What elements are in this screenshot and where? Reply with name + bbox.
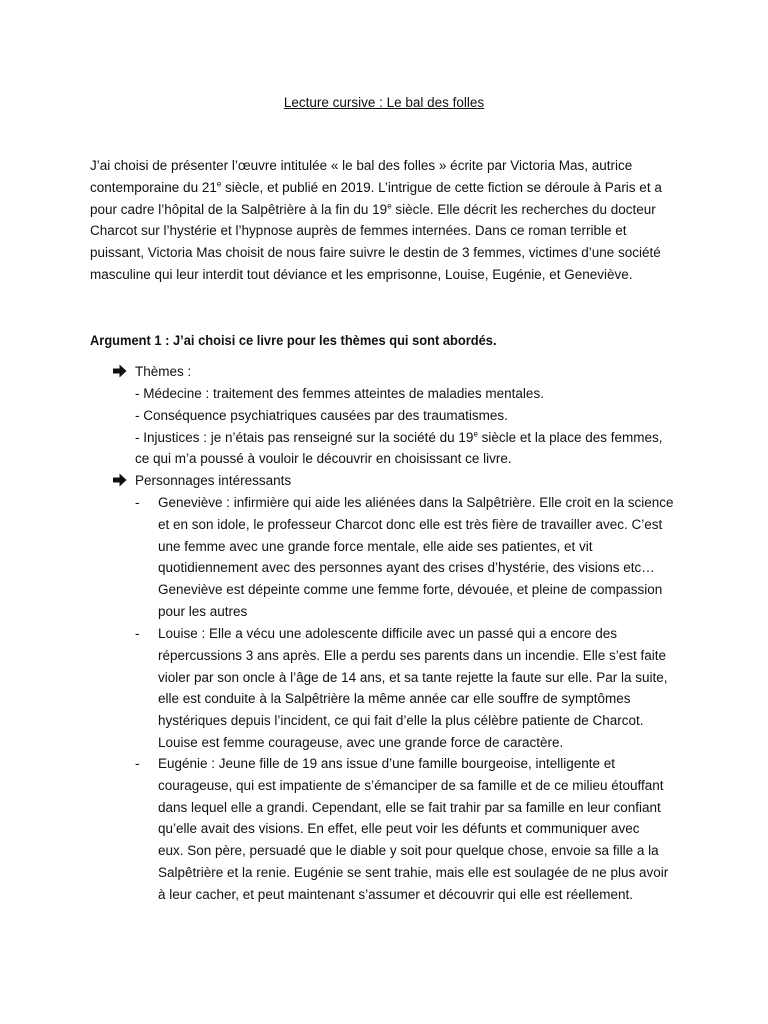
theme-item-injustices-cont: ce qui m’a poussé à vouloir le découvrir en choisissant ce livre. — [135, 451, 512, 467]
description-line: elle est conduite à la Salpêtrière la même année car elle souffre de symptômes — [158, 691, 631, 707]
description-line: courageuse, qui est impatiente de s’émanciper de sa famille et de ce milieu étouffant — [158, 777, 664, 793]
page-title: Lecture cursive : Le bal des folles — [283, 95, 485, 110]
description-line: Louise : Elle a vécu une adolescente difficile avec un passé qui a encore des — [158, 626, 618, 641]
dash-bullet: - — [135, 756, 140, 771]
description-line: répercussions 3 ans après. Elle a perdu ses parents dans un incendie. Elle s’est faite — [158, 647, 667, 663]
description-line: pour les autres — [158, 603, 248, 619]
intro-line — [90, 199, 690, 221]
personnages-label: Personnages intéressants — [135, 473, 292, 488]
superscript: e — [473, 429, 478, 439]
description-line: une femme avec une grande force mentale, elle aide ses patientes, et vit — [158, 538, 593, 554]
dash-bullet: - — [135, 626, 140, 641]
theme-item-consequence: - Conséquence psychiatriques causées par des traumatismes. — [135, 407, 508, 423]
description-line: hystériques depuis l’incident, ce qui fait d’elle la plus célèbre patiente de Charcot. — [158, 713, 644, 729]
theme-item-medecine: - Médecine : traitement des femmes atteintes de maladies mentales. — [135, 386, 544, 401]
intro-text: pour cadre l’hôpital de la Salpêtrière à la fin du 19 — [90, 201, 388, 217]
intro-line — [90, 177, 690, 199]
superscript: e — [216, 179, 222, 189]
themes-list — [135, 383, 662, 470]
description-line: quotidiennement avec des personnes ayant des crises d’hystérie, des visions etc… — [158, 560, 655, 576]
description-line: Geneviève : infirmière qui aide les aliénées dans la Salpêtrière. Elle croit en la science — [158, 495, 674, 510]
intro-text: contemporaine du 21 — [90, 179, 217, 195]
description-line: à leur cacher, et peut maintenant s’assumer et découvrir qui elle est réellement. — [158, 886, 633, 902]
intro-paragraph — [90, 155, 690, 286]
intro-text: siècle, et publié en 2019. L’intrigue de cette fiction se déroule à Paris et a — [221, 179, 662, 195]
character-description — [158, 623, 668, 754]
theme-item-injustices — [135, 427, 662, 449]
description-line: Geneviève est dépeinte comme une femme forte, dévouée, et pleine de compassion — [158, 582, 663, 598]
description-line: et en son idole, le professeur Charcot donc elle est très fière de travailler avec. C’est — [158, 516, 663, 532]
character-description — [158, 492, 674, 623]
argument-heading: Argument 1 : J’ai choisi ce livre pour les thèmes qui sont abordés. — [90, 332, 497, 348]
character-description — [158, 753, 668, 906]
description-line: eux. Son père, persuadé que le diable y soit pour quelque chose, envoie sa fille a la — [158, 843, 659, 859]
superscript: e — [387, 201, 392, 211]
themes-label: Thèmes : — [135, 364, 192, 379]
intro-line: Charcot sur l’hystérie et l’hypnose auprès de femmes internées. Dans ce roman terrible et — [90, 223, 627, 239]
right-arrow-icon — [113, 363, 127, 379]
intro-line: J’ai choisi de présenter l’œuvre intitulée « le bal des folles » écrite par Victoria Mas, autrice — [90, 158, 633, 173]
intro-text: siècle. Elle décrit les recherches du docteur — [391, 201, 656, 217]
description-line: Louise est femme courageuse, avec une grande force de caractère. — [158, 734, 564, 750]
description-line: violer par son oncle à l’âge de 14 ans, et sa tante rejette la faute sur elle. Par la suite, — [158, 669, 668, 685]
intro-line: puissant, Victoria Mas choisit de nous faire suivre le destin de 3 femmes, victimes d’une société — [90, 245, 661, 261]
description-line: Salpêtrière et la renie. Eugénie se sent trahie, mais elle est soulagée de ne plus avoir — [158, 864, 669, 880]
description-line: qu’elle avait des visions. En effet, elle peut voir les défunts et communiquer avec — [158, 821, 640, 837]
right-arrow-icon — [113, 472, 127, 488]
description-line: dans lequel elle a grandi. Cependant, elle se fait trahir par sa famille en leur confiant — [158, 799, 661, 815]
description-line: Eugénie : Jeune fille de 19 ans issue d’une famille bourgeoise, intelligente et — [158, 756, 616, 771]
theme-text: - Injustices : je n’étais pas renseigné sur la société du 19 — [135, 429, 474, 445]
intro-line: masculine qui leur interdit tout déviance et les emprisonne, Louise, Eugénie, et Geneviève. — [90, 266, 633, 282]
theme-text: siècle et la place des femmes, — [477, 429, 663, 445]
dash-bullet: - — [135, 495, 140, 510]
